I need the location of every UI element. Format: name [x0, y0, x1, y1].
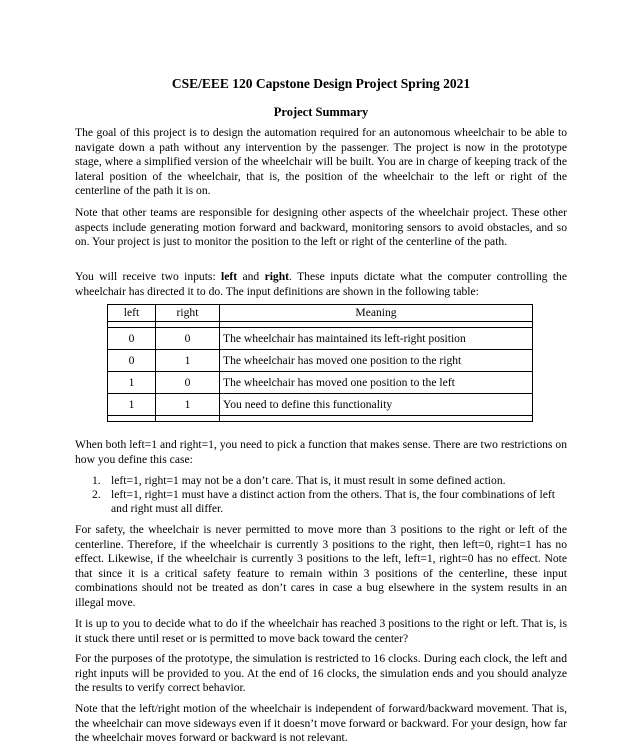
paragraph-both-one: When both left=1 and right=1, you need to pick a function that makes sense. There are two restrictions on how you define this case: [75, 438, 567, 466]
paragraph-independent-motion: Note that the left/right motion of the wheelchair is independent of forward/backward movement. That is, the wheelchair can move sideways even if it doesn’t move forward or backward. For your design, how far the wheelchair moves forward or backward is not relevant. [75, 702, 567, 744]
list-number: 1. [92, 474, 101, 487]
cell-left: 1 [108, 372, 156, 394]
table-row [108, 328, 533, 350]
cell-meaning: The wheelchair has maintained its left-right position [220, 328, 533, 350]
list-item [75, 488, 567, 516]
header-left: left [108, 305, 156, 322]
cell-left: 0 [108, 350, 156, 372]
table-row [108, 394, 533, 416]
cell-right: 1 [156, 350, 220, 372]
cell-meaning: The wheelchair has moved one position to the left [220, 372, 533, 394]
cell-right: 1 [156, 394, 220, 416]
paragraph-other-teams: Note that other teams are responsible for designing other aspects of the wheelchair project. These other aspects include generating motion forward and backward, monitoring sensors to avoid obstacles, and so on. Your project is just to monitor the position to the left or right of the centerline of the path. [75, 206, 567, 248]
list-item [75, 474, 567, 488]
table-spacer-row [108, 416, 533, 422]
table-header-row [108, 305, 533, 322]
restrictions-list [75, 474, 567, 516]
paragraph-prototype-clocks: For the purposes of the prototype, the simulation is restricted to 16 clocks. During each clock, the left and right inputs will be provided to you. At the end of 16 clocks, the simulation ends and you should analyze the results to verify correct behavior. [75, 652, 567, 694]
cell-meaning: You need to define this functionality [220, 394, 533, 416]
section-heading: Project Summary [273, 105, 369, 119]
header-meaning: Meaning [220, 305, 533, 322]
list-text: left=1, right=1 must have a distinct action from the others. That is, the four combinations of left and right must all differ. [111, 488, 555, 515]
inputs-text-and: and [237, 270, 265, 283]
table-row [108, 350, 533, 372]
list-text: left=1, right=1 may not be a don’t care. That is, it must result in some defined action. [111, 474, 506, 487]
inputs-left-bold: left [221, 270, 238, 283]
list-number: 2. [92, 488, 101, 501]
document-title: CSE/EEE 120 Capstone Design Project Spring 2021 [171, 76, 471, 91]
inputs-text-pre: You will receive two inputs: [75, 270, 222, 283]
inputs-text-post: . These inputs dictate what the computer controlling the wheelchair has directed it to do. The input definitions are shown in the following table: [75, 270, 567, 298]
cell-right: 0 [156, 328, 220, 350]
cell-right: 0 [156, 372, 220, 394]
cell-left: 1 [108, 394, 156, 416]
paragraph-inputs [75, 270, 567, 299]
input-definitions-table [107, 304, 533, 422]
paragraph-reached-limit: It is up to you to decide what to do if the wheelchair has reached 3 positions to the right or left. That is, is it stuck there until reset or is permitted to move back toward the center? [75, 617, 567, 645]
paragraph-goal: The goal of this project is to design the automation required for an autonomous wheelchair to be able to navigate down a path without any intervention by the passenger. The project is now in the prototype stage, where a simplified version of the wheelchair will be built. You are in charge of keeping track of the lateral position of the wheelchair, that is, the position of the wheelchair to the left or right of the centerline of the path it is on. [75, 126, 567, 197]
cell-left: 0 [108, 328, 156, 350]
inputs-right-bold: right [264, 270, 290, 283]
cell-meaning: The wheelchair has moved one position to the right [220, 350, 533, 372]
header-right: right [156, 305, 220, 322]
paragraph-safety: For safety, the wheelchair is never permitted to move more than 3 positions to the right or left of the centerline. Therefore, if the wheelchair is currently 3 positions to the right, then left=0, right=1 has no effect. Likewise, if the wheelchair is currently 3 positions to the left, left=1, right=0 has no effect. Note that since it is a critical safety feature to remain within 3 positions of the centerline, these input combinations should not be treated as don’t cares in case a bug elsewhere in the system results in an illegal move. [75, 523, 567, 609]
table-row [108, 372, 533, 394]
